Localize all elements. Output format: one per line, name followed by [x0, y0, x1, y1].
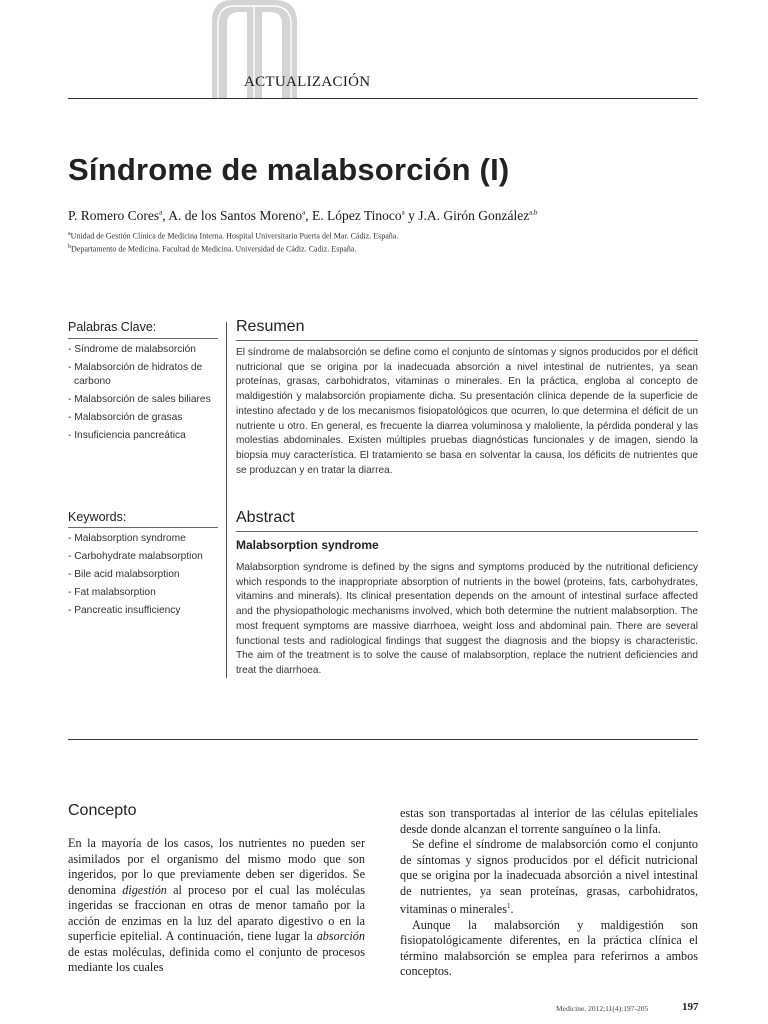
- keyword-item: - Insuficiencia pancreática: [68, 430, 186, 441]
- column-divider: [226, 322, 227, 678]
- reference-marker: 1: [506, 902, 511, 910]
- body-text: En la mayoría de los casos, los nutrientes no pueden ser asimilados por el organismo del mismo modo que son ingeridos, por lo que previamente deben ser digeridos. Se denomina: [68, 836, 365, 897]
- author-affiliation-marker: a,b: [529, 208, 538, 217]
- citation-footer: Medicine. 2012;11(4):197-205: [556, 1004, 649, 1013]
- article-title: Síndrome de malabsorción (I): [68, 152, 510, 187]
- affiliation-b: [68, 244, 356, 254]
- keyword-item: - Fat malabsorption: [68, 587, 156, 598]
- keyword-item: - Malabsorción de hidratos de carbono: [68, 362, 203, 387]
- author-name: A. de los Santos Moreno: [168, 208, 303, 223]
- affiliation-a: [68, 231, 398, 241]
- author-list: [68, 208, 538, 224]
- page-number: 197: [682, 1001, 699, 1013]
- author-name: P. Romero Cores: [68, 208, 160, 223]
- author-affiliation-marker: a: [302, 208, 306, 217]
- resumen-heading: Resumen: [236, 318, 305, 335]
- body-paragraph: estas son transportadas al interior de las células epiteliales desde donde alcanzan el torrente sanguíneo o la linfa.: [400, 806, 698, 836]
- author-name: E. López Tinoco: [311, 208, 402, 223]
- keywords-list: [68, 532, 220, 622]
- keyword-item: - Pancreatic insufficiency: [68, 605, 181, 616]
- keyword-item: - Bile acid malabsorption: [68, 569, 180, 580]
- abstract-text: Malabsorption syndrome is defined by the signs and symptoms produced by the nutritional deficiency which responds to the inappropriate absorption of nutrients in the bowel (proteins, fats, carbohydrates, vitamins and minerals). Its clinical presentation depends on the amount of intestinal surface affected and the physiopathologic mechanisms involved, which both determine the nutrient malabsorption. The most frequent symptoms are massive diarrhoea, weight loss and abdominal pain. There are several functional tests and radiological findings that suggest the diagnosis and the biopsy is characteristic. The aim of the treatment is to solve the cause of malabsorption, replace the nutrient deficiencies and treat the diarrhoea.: [236, 562, 698, 676]
- body-text: .: [510, 902, 514, 917]
- body-text: al proceso por el cual las moléculas ingeridas se fraccionan en otras de menor tamaño por la acción de enzimas en la luz del aparato digestivo o en la superficie epitelial. A continuación, tiene lugar la: [68, 882, 365, 943]
- section-rule: [68, 739, 698, 740]
- affiliation-text: Departamento de Medicina. Facultad de Medicina. Universidad de Cádiz. Cadiz. España.: [71, 244, 357, 254]
- keyword-item: - Síndrome de malabsorción: [68, 344, 196, 355]
- emphasis-term: digestión: [122, 882, 167, 897]
- resumen-rule: [236, 340, 698, 341]
- palabras-clave-rule: [68, 338, 218, 339]
- keyword-item: - Malabsorción de grasas: [68, 412, 183, 423]
- affiliation-text: Unidad de Gestión Clínica de Medicina Interna. Hospital Universitario Puerta del Mar. Cádiz. España.: [70, 231, 399, 241]
- author-separator: y: [404, 208, 419, 223]
- abstract-subheading: Malabsorption syndrome: [236, 538, 379, 552]
- affiliation-marker: a: [68, 231, 71, 237]
- keyword-item: - Malabsorción de sales biliares: [68, 394, 211, 405]
- body-text: Se define el síndrome de malabsorción como el conjunto de síntomas y signos producidos por el déficit nutricional que se origina por la inadecuada absorción a nivel intestinal de nutrientes, ya sean proteínas, grasas, carbohidratos, vitaminas o minerales: [400, 837, 698, 917]
- body-paragraph: Aunque la malabsorción y maldigestión son fisiopatológicamente diferentes, en la práctica clínica el término malabsorción se emplea para referirnos a ambos conceptos.: [400, 917, 698, 979]
- header-rule: [68, 98, 698, 99]
- body-column-right: [400, 806, 698, 980]
- palabras-clave-list: [68, 343, 220, 447]
- section-label: ACTUALIZACIÓN: [244, 74, 371, 90]
- body-text: de estas moléculas, definida como el conjunto de procesos mediante los cuales: [68, 944, 365, 974]
- resumen-text: El síndrome de malabsorción se define como el conjunto de síntomas y signos producidos por el déficit nutricional que se origina por la inadecuada absorción a nivel intestinal de nutrientes, ya sean proteínas, grasas, carbohidratos, vitaminas o minerales. En la práctica, engloba al concepto de maldigestión y malabsorción propiamente dicha. Su presentación clínica depende de la superficie de intestino afectado y de los mecanismos fisiopatológicos que ocurren, lo que determina el déficit de un nutriente u otro. En general, es frecuente la diarrea voluminosa y maloliente, la pérdida ponderal y las molestias abdominales. Existen múltiples pruebas diagnósticas funcionales y de imagen, siendo la biopsia muy característica. El tratamiento se basa en solventar la causa, los déficits de nutrientes que se produzcan y en tratar la diarrea.: [236, 347, 698, 476]
- keywords-rule: [68, 527, 218, 528]
- author-affiliation-marker: a: [159, 208, 163, 217]
- body-column-left: [68, 836, 365, 976]
- body-paragraph: [68, 836, 365, 976]
- body-paragraph: [400, 837, 698, 918]
- emphasis-term: absorción: [316, 929, 365, 943]
- author-affiliation-marker: a: [401, 208, 405, 217]
- author-name: J.A. Girón González: [418, 208, 530, 223]
- keyword-item: - Carbohydrate malabsorption: [68, 551, 203, 562]
- keyword-item: - Malabsorption syndrome: [68, 533, 186, 544]
- affiliation-marker: b: [68, 244, 71, 250]
- concepto-heading: Concepto: [68, 802, 137, 819]
- keywords-heading: Keywords:: [68, 510, 127, 524]
- palabras-clave-heading: Palabras Clave:: [68, 320, 157, 334]
- abstract-heading: Abstract: [236, 509, 295, 526]
- author-separator: ,: [305, 208, 312, 223]
- author-separator: ,: [162, 208, 169, 223]
- abstract-rule: [236, 531, 698, 532]
